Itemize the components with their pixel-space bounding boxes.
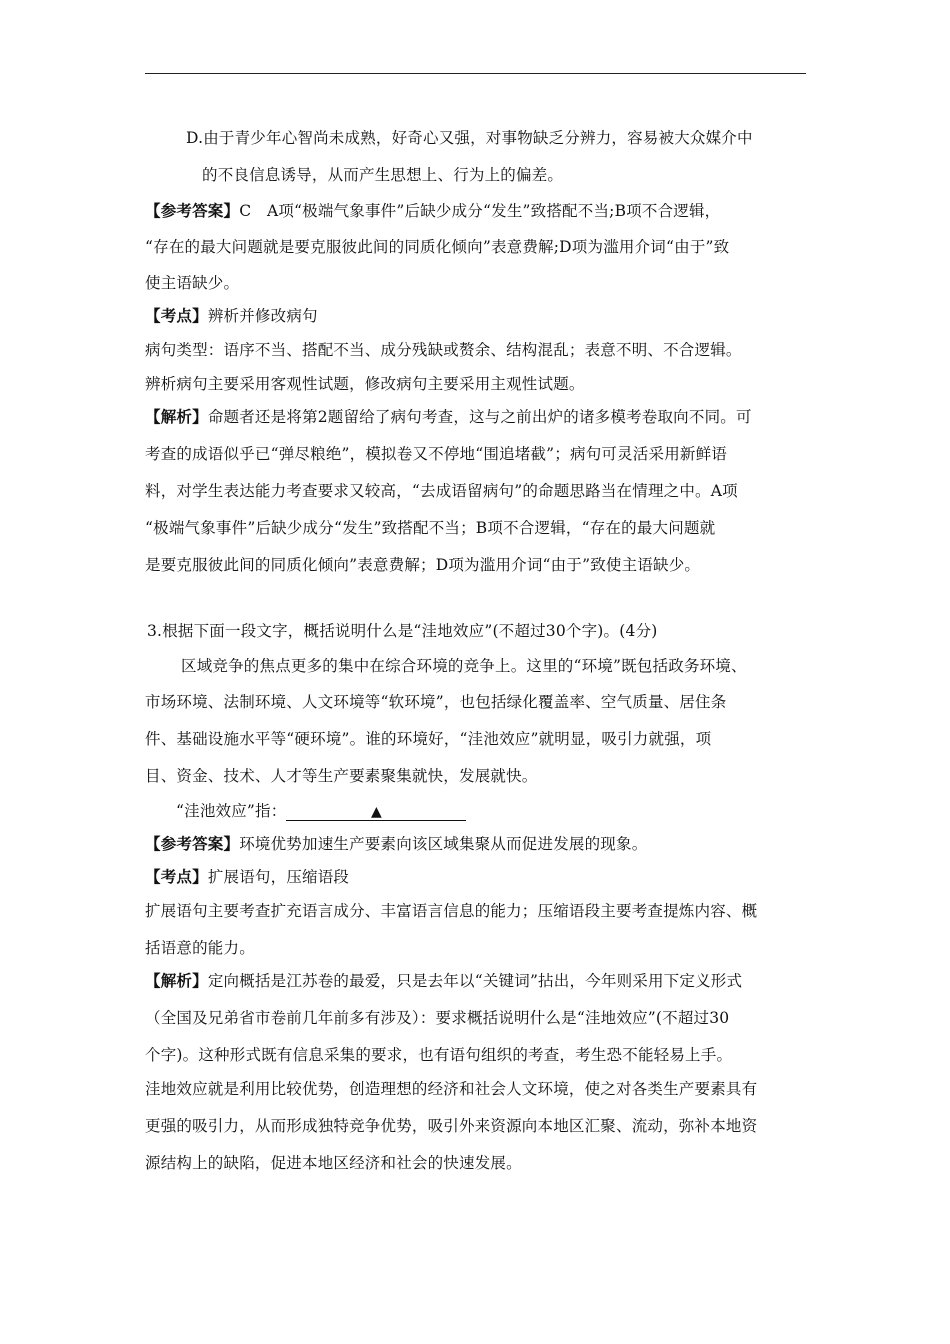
kaodian-tag: 【考点】	[145, 306, 208, 325]
fill-label: “洼池效应”指：	[176, 802, 287, 820]
kaodian-para-1	[145, 306, 318, 326]
answer-tag: 【参考答案】	[145, 201, 240, 220]
jiexi-text: 命题者还是将第2题留给了病句考查，这与之前出炉的诸多模考卷取向不同。可	[207, 408, 752, 426]
jiexi-line-4: “极端气象事件”后缺少成分“发生”致搭配不当；B项不合逻辑，“存在的最大问题就	[145, 519, 716, 537]
kaodian-tag-2: 【考点】	[145, 867, 208, 886]
jiexi2-line-2: （全国及兄弟省市卷前几年前多有涉及）：要求概括说明什么是“洼地效应”(不超过30	[145, 1009, 730, 1027]
jiexi-tag-2: 【解析】	[145, 971, 208, 990]
extra-line-1: 洼地效应就是利用比较优势，创造理想的经济和社会人文环境，使之对各类生产要素具有	[145, 1080, 758, 1098]
error-types-line: 病句类型：语序不当、搭配不当、成分残缺或赘余、结构混乱；表意不明、不合逻辑。	[145, 341, 742, 359]
extra-line-2: 更强的吸引力，从而形成独特竞争优势，吸引外来资源向本地区汇聚、流动，弥补本地资	[145, 1117, 758, 1135]
kaodian-text: 辨析并修改病句	[207, 307, 318, 325]
jiexi-line-2: 考查的成语似乎已“弹尽粮绝”，模拟卷又不停地“围追堵截”；病句可灵活采用新鲜语	[145, 445, 727, 463]
option-d-line-2: 的不良信息诱导，从而产生思想上、行为上的偏差。	[202, 166, 564, 184]
fill-in-line	[176, 801, 466, 821]
answer-line-3: 使主语缺少。	[145, 274, 240, 292]
passage-line-1: 区域竞争的焦点更多的集中在综合环境的竞争上。这里的“环境”既包括政务环境、	[181, 657, 747, 675]
answer-line-2: “存在的最大问题就是要克服彼此间的同质化倾向”表意费解;D项为滥用介词“由于”致	[145, 238, 730, 256]
jiexi-para-2	[145, 971, 742, 991]
extra-line-3: 源结构上的缺陷，促进本地区经济和社会的快速发展。	[145, 1154, 522, 1172]
answer-para-2	[145, 834, 647, 854]
kaodian-text-2: 扩展语句，压缩语段	[207, 868, 350, 886]
question-3: 3.根据下面一段文字，概括说明什么是“洼地效应”(不超过30个字)。(4分)	[147, 622, 658, 640]
answer-para-1	[145, 201, 720, 221]
passage-line-4: 目、资金、技术、人才等生产要素聚集就快，发展就快。	[145, 767, 538, 785]
header-rule	[145, 73, 806, 74]
jiexi-line-3: 料，对学生表达能力考查要求又较高，“去成语留病句”的命题思路当在情理之中。A项	[145, 482, 738, 500]
desc-line-1: 扩展语句主要考查扩充语言成分、丰富语言信息的能力；压缩语段主要考查提炼内容、概	[145, 902, 758, 920]
kaodian-para-2	[145, 867, 349, 887]
jiexi-line-5: 是要克服彼此间的同质化倾向”表意费解；D项为滥用介词“由于”致使主语缺少。	[145, 556, 701, 574]
method-line: 辨析病句主要采用客观性试题，修改病句主要采用主观性试题。	[145, 375, 585, 393]
option-d-line-1: D.由于青少年心智尚未成熟，好奇心又强，对事物缺乏分辨力，容易被大众媒介中	[186, 129, 753, 147]
desc-line-2: 括语意的能力。	[145, 939, 255, 957]
passage-line-2: 市场环境、法制环境、人文环境等“软环境”，也包括绿化覆盖率、空气质量、居住条	[145, 693, 727, 711]
jiexi-para-1	[145, 407, 752, 427]
answer-text: C A项“极端气象事件”后缺少成分“发生”致搭配不当;B项不合逻辑，	[239, 202, 721, 220]
passage-line-3: 件、基础设施水平等“硬环境”。谁的环境好，“洼池效应”就明显，吸引力就强，项	[145, 730, 712, 748]
jiexi-tag: 【解析】	[145, 407, 208, 426]
jiexi2-line-3: 个字)。这种形式既有信息采集的要求，也有语句组织的考查，考生恐不能轻易上手。	[145, 1046, 733, 1064]
jiexi-text-2: 定向概括是江苏卷的最爱，只是去年以“关键词”拈出，今年则采用下定义形式	[207, 972, 743, 990]
answer-blank[interactable]: ▲	[286, 804, 466, 821]
answer-text-2: 环境优势加速生产要素向该区域集聚从而促进发展的现象。	[239, 835, 648, 853]
answer-tag-2: 【参考答案】	[145, 834, 240, 853]
